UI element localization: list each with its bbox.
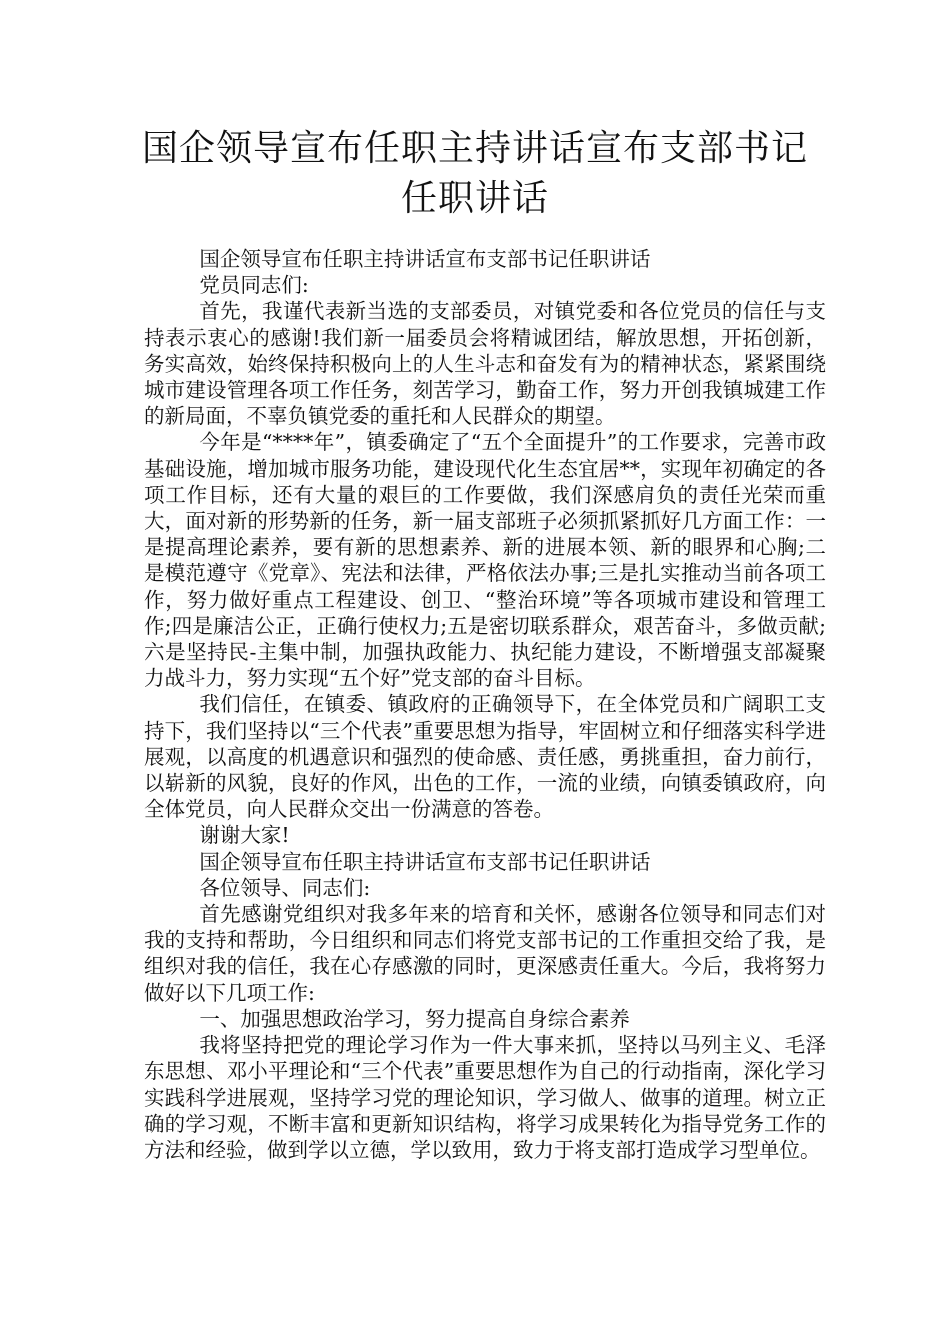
paragraph: 首先，我谨代表新当选的支部委员，对镇党委和各位党员的信任与支持表示衷心的感谢!我们新一届委员会将精诚团结，解放思想，开拓创新，务实高效，始终保持积极向上的人生斗志和奋发有为的精神状态，紧紧围绕城市建设管理各项工作任务，刻苦学习，勤奋工作，努力开创我镇城建工作的新局面，不辜负镇党委的重托和人民群众的期望。 <box>144 299 826 429</box>
paragraph: 谢谢大家! <box>199 823 290 848</box>
title-line-2: 任职讲话 <box>400 178 549 219</box>
document-title <box>120 124 830 224</box>
paragraph: 国企领导宣布任职主持讲话宣布支部书记任职讲话 <box>199 849 651 874</box>
paragraph: 各位领导、同志们: <box>199 875 371 900</box>
document-body <box>144 246 826 1163</box>
title-line-1: 国企领导宣布任职主持讲话宣布支部书记 <box>141 128 808 169</box>
paragraph: 我将坚持把党的理论学习作为一件大事来抓，坚持以马列主义、毛泽东思想、邓小平理论和“三个代表”重要思想作为自己的行动指南，深化学习实践科学进展观，坚持学习党的理论知识，学习做人、做事的道理。树立正确的学习观，不断丰富和更新知识结构，将学习成果转化为指导党务工作的方法和经验，做到学以立德，学以致用，致力于将支部打造成学习型单位。 <box>144 1033 826 1162</box>
paragraph: 首先感谢党组织对我多年来的培育和关怀，感谢各位领导和同志们对我的支持和帮助，今日组织和同志们将党支部书记的工作重担交给了我，是组织对我的信任，我在心存感激的同时，更深感责任重大。今后，我将努力做好以下几项工作: <box>144 902 826 1005</box>
paragraph: 今年是“****年”，镇委确定了“五个全面提升”的工作要求，完善市政基础设施，增加城市服务功能，建设现代化生态宜居**，实现年初确定的各项工作目标，还有大量的艰巨的工作要做，我们深感肩负的责任光荣而重大，面对新的形势新的任务，新一届支部班子必须抓紧抓好几方面工作：一是提高理论素养，要有新的思想素养、新的进展本领、新的眼界和心胸;二是模范遵守《党章》、宪法和法律，严格依法办事;三是扎实推动当前各项工作，努力做好重点工程建设、创卫、“整治环境”等各项城市建设和管理工作;四是廉洁公正，正确行使权力;五是密切联系群众，艰苦奋斗，多做贡献;六是坚持民-主集中制，加强执政能力、执纪能力建设，不断增强支部凝聚力战斗力，努力实现“五个好”党支部的奋斗目标。 <box>144 430 826 691</box>
paragraph: 国企领导宣布任职主持讲话宣布支部书记任职讲话 <box>199 247 651 271</box>
paragraph: 党员同志们: <box>199 273 309 298</box>
paragraph: 一、加强思想政治学习，努力提高自身综合素养 <box>199 1006 630 1031</box>
paragraph: 我们信任，在镇委、镇政府的正确领导下，在全体党员和广阔职工支持下，我们坚持以“三个代表”重要思想为指导，牢固树立和仔细落实科学进展观，以高度的机遇意识和强烈的使命感、责任感，勇挑重担，奋力前行，以崭新的风貌，良好的作风，出色的工作，一流的业绩，向镇委镇政府，向全体党员，向人民群众交出一份满意的答卷。 <box>144 692 826 822</box>
